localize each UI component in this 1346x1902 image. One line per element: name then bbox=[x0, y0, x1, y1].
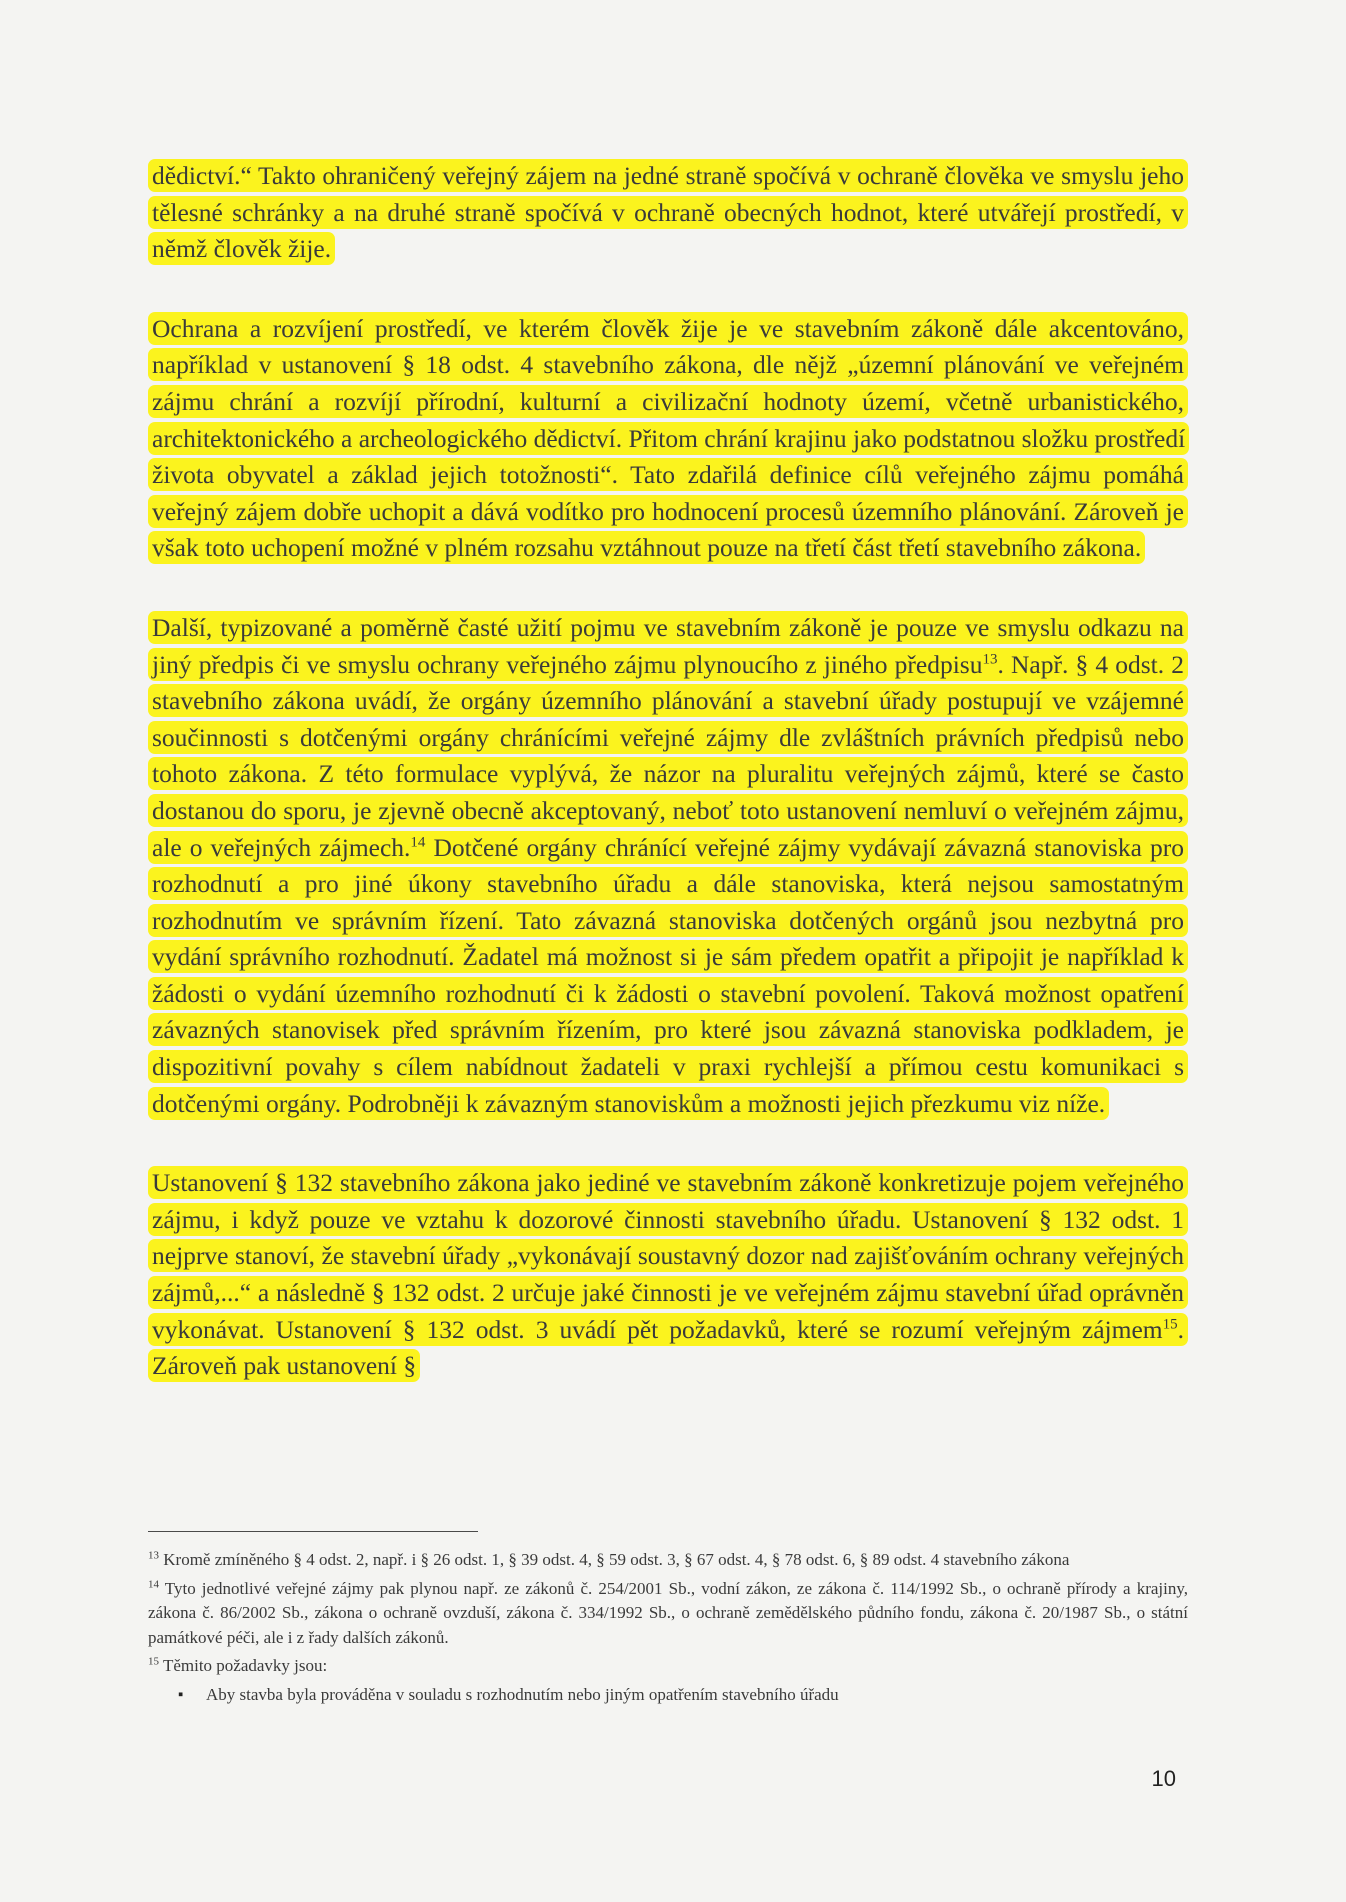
footnote-text: Tyto jednotlivé veřejné zájmy pak plynou např. ze zákonů č. 254/2001 Sb., vodní zákon, ze zákona č. 114/1992 Sb., o ochraně přírody a krajiny, zákona č. 86/2002 Sb., zákona o ochraně ovzduší, zákona č. 334/1992 Sb., o ochraně zemědělského půdního fondu, zákona č. 20/1987 Sb., o státní památkové péči, ale i z řady dalších zákonů. bbox=[148, 1578, 1188, 1647]
list-item: ▪ Aby stavba byla prováděna v souladu s rozhodnutím nebo jiným opatřením stavebního úřadu bbox=[178, 1683, 1188, 1708]
paragraph-3-part-b: . Např. § 4 odst. 2 stavebního zákona uvádí, že orgány územního plánování a stavební úřady postupují ve vzájemné součinnosti s dotčenými orgány chránícími veřejné zájmy dle zvláštních právních předpisů nebo tohoto zákona. Z této formulace vyplývá, že názor na pluralitu veřejných zájmů, které se často dostanou do sporu, je zjevně obecně akceptovaný, neboť toto ustanovení nemluví o veřejném zájmu, ale o veřejných zájmech. bbox=[152, 649, 1184, 862]
footnote-number: 15 bbox=[148, 1655, 159, 1668]
paragraph-4-part-b: . Zároveň pak ustanovení § bbox=[152, 1314, 1184, 1381]
footnote-ref-14: 14 bbox=[410, 834, 426, 850]
footnote-text: Kromě zmíněného § 4 odst. 2, např. i § 26 odst. 1, § 39 odst. 4, § 59 odst. 3, § 67 odst. 4, § 78 odst. 6, § 89 odst. 4 stavebního zákona bbox=[159, 1550, 1070, 1569]
body-text bbox=[148, 158, 1188, 1428]
paragraph-1 bbox=[148, 158, 1188, 268]
paragraph-2 bbox=[148, 311, 1188, 567]
footnote-ref-15: 15 bbox=[1162, 1316, 1178, 1333]
footnote-text: Těmito požadavky jsou: bbox=[159, 1656, 328, 1675]
footnote-number: 13 bbox=[148, 1549, 159, 1562]
footnote-14 bbox=[148, 1577, 1188, 1651]
paragraph-3-part-c: Dotčené orgány chránící veřejné zájmy vydávají závazná stanoviska pro rozhodnutí a pro jiné úkony stavebního úřadu a dále stanoviska, která nejsou samostatným rozhodnutím ve správním řízení. Tato závazná stanoviska dotčených orgánů jsou nezbytná pro vydání správního rozhodnutí. Žadatel má možnost si je sám předem opatřit a připojit je například k žádosti o vydání územního rozhodnutí či k žádosti o stavební povolení. Taková možnost opatření závazných stanovisek před správním řízením, pro které jsou závazná stanoviska podkladem, je dispozitivní povahy s cílem nabídnout žadateli v praxi rychlejší a přímou cestu komunikaci s dotčenými orgány. Podrobněji k závazným stanoviskům a možnosti jejich přezkumu viz níže. bbox=[152, 832, 1184, 1118]
highlighted-text: Ochrana a rozvíjení prostředí, ve kterém člověk žije je ve stavebním zákoně dále akcentováno, například v ustanovení § 18 odst. 4 stavebního zákona, dle nějž „územní plánování ve veřejném zájmu chrání a rozvíjí přírodní, kulturní a civilizační hodnoty území, včetně urbanistického, architektonického a archeologického dědictví. Přitom chrání krajinu jako podstatnou složku prostředí života obyvatel a základ jejich totožnosti“. Tato zdařilá definice cílů veřejného zájmu pomáhá veřejný zájem dobře uchopit a dává vodítko pro hodnocení procesů územního plánování. Zároveň je však toto uchopení možné v plném rozsahu vztáhnout pouze na třetí část třetí stavebního zákona. bbox=[148, 312, 1189, 565]
footnote-15 bbox=[148, 1654, 1188, 1679]
page-number: 10 bbox=[1151, 1766, 1176, 1791]
paragraph-4 bbox=[148, 1165, 1188, 1385]
footnote-number: 14 bbox=[148, 1577, 159, 1590]
highlighted-text: dědictví.“ Takto ohraničený veřejný zájem na jedné straně spočívá v ochraně člověka ve smyslu jeho tělesné schránky a na druhé straně spočívá v ochraně obecných hodnot, které utvářejí prostředí, v němž člověk žije. bbox=[148, 159, 1188, 265]
paragraph-3-part-a: Další, typizované a poměrně časté užití pojmu ve stavebním zákoně je pouze ve smyslu odkazu na jiný předpis či ve smyslu ochrany veřejného zájmu plynoucího z jiného předpisu bbox=[152, 612, 1184, 679]
paragraph-4-part-a: Ustanovení § 132 stavebního zákona jako jediné ve stavebním zákoně konkretizuje pojem veřejného zájmu, i když pouze ve vztahu k dozorové činnosti stavebního úřadu. Ustanovení § 132 odst. 1 nejprve stanoví, že stavební úřady „vykonávají soustavný dozor nad zajišťováním ochrany veřejných zájmů,...“ a následně § 132 odst. 2 určuje jaké činnosti je ve veřejném zájmu stavební úřad oprávněn vykonávat. Ustanovení § 132 odst. 3 uvádí pět požadavků, které se rozumí veřejným zájmem bbox=[152, 1168, 1184, 1344]
footnote-ref-13: 13 bbox=[982, 651, 998, 668]
footnote-15-list bbox=[148, 1683, 1188, 1708]
footnote-separator bbox=[148, 1531, 478, 1532]
highlighted-text bbox=[148, 1166, 1188, 1382]
footnotes bbox=[148, 1548, 1188, 1707]
footnote-13 bbox=[148, 1548, 1188, 1573]
highlighted-text bbox=[148, 611, 1188, 1120]
paragraph-3 bbox=[148, 610, 1188, 1122]
